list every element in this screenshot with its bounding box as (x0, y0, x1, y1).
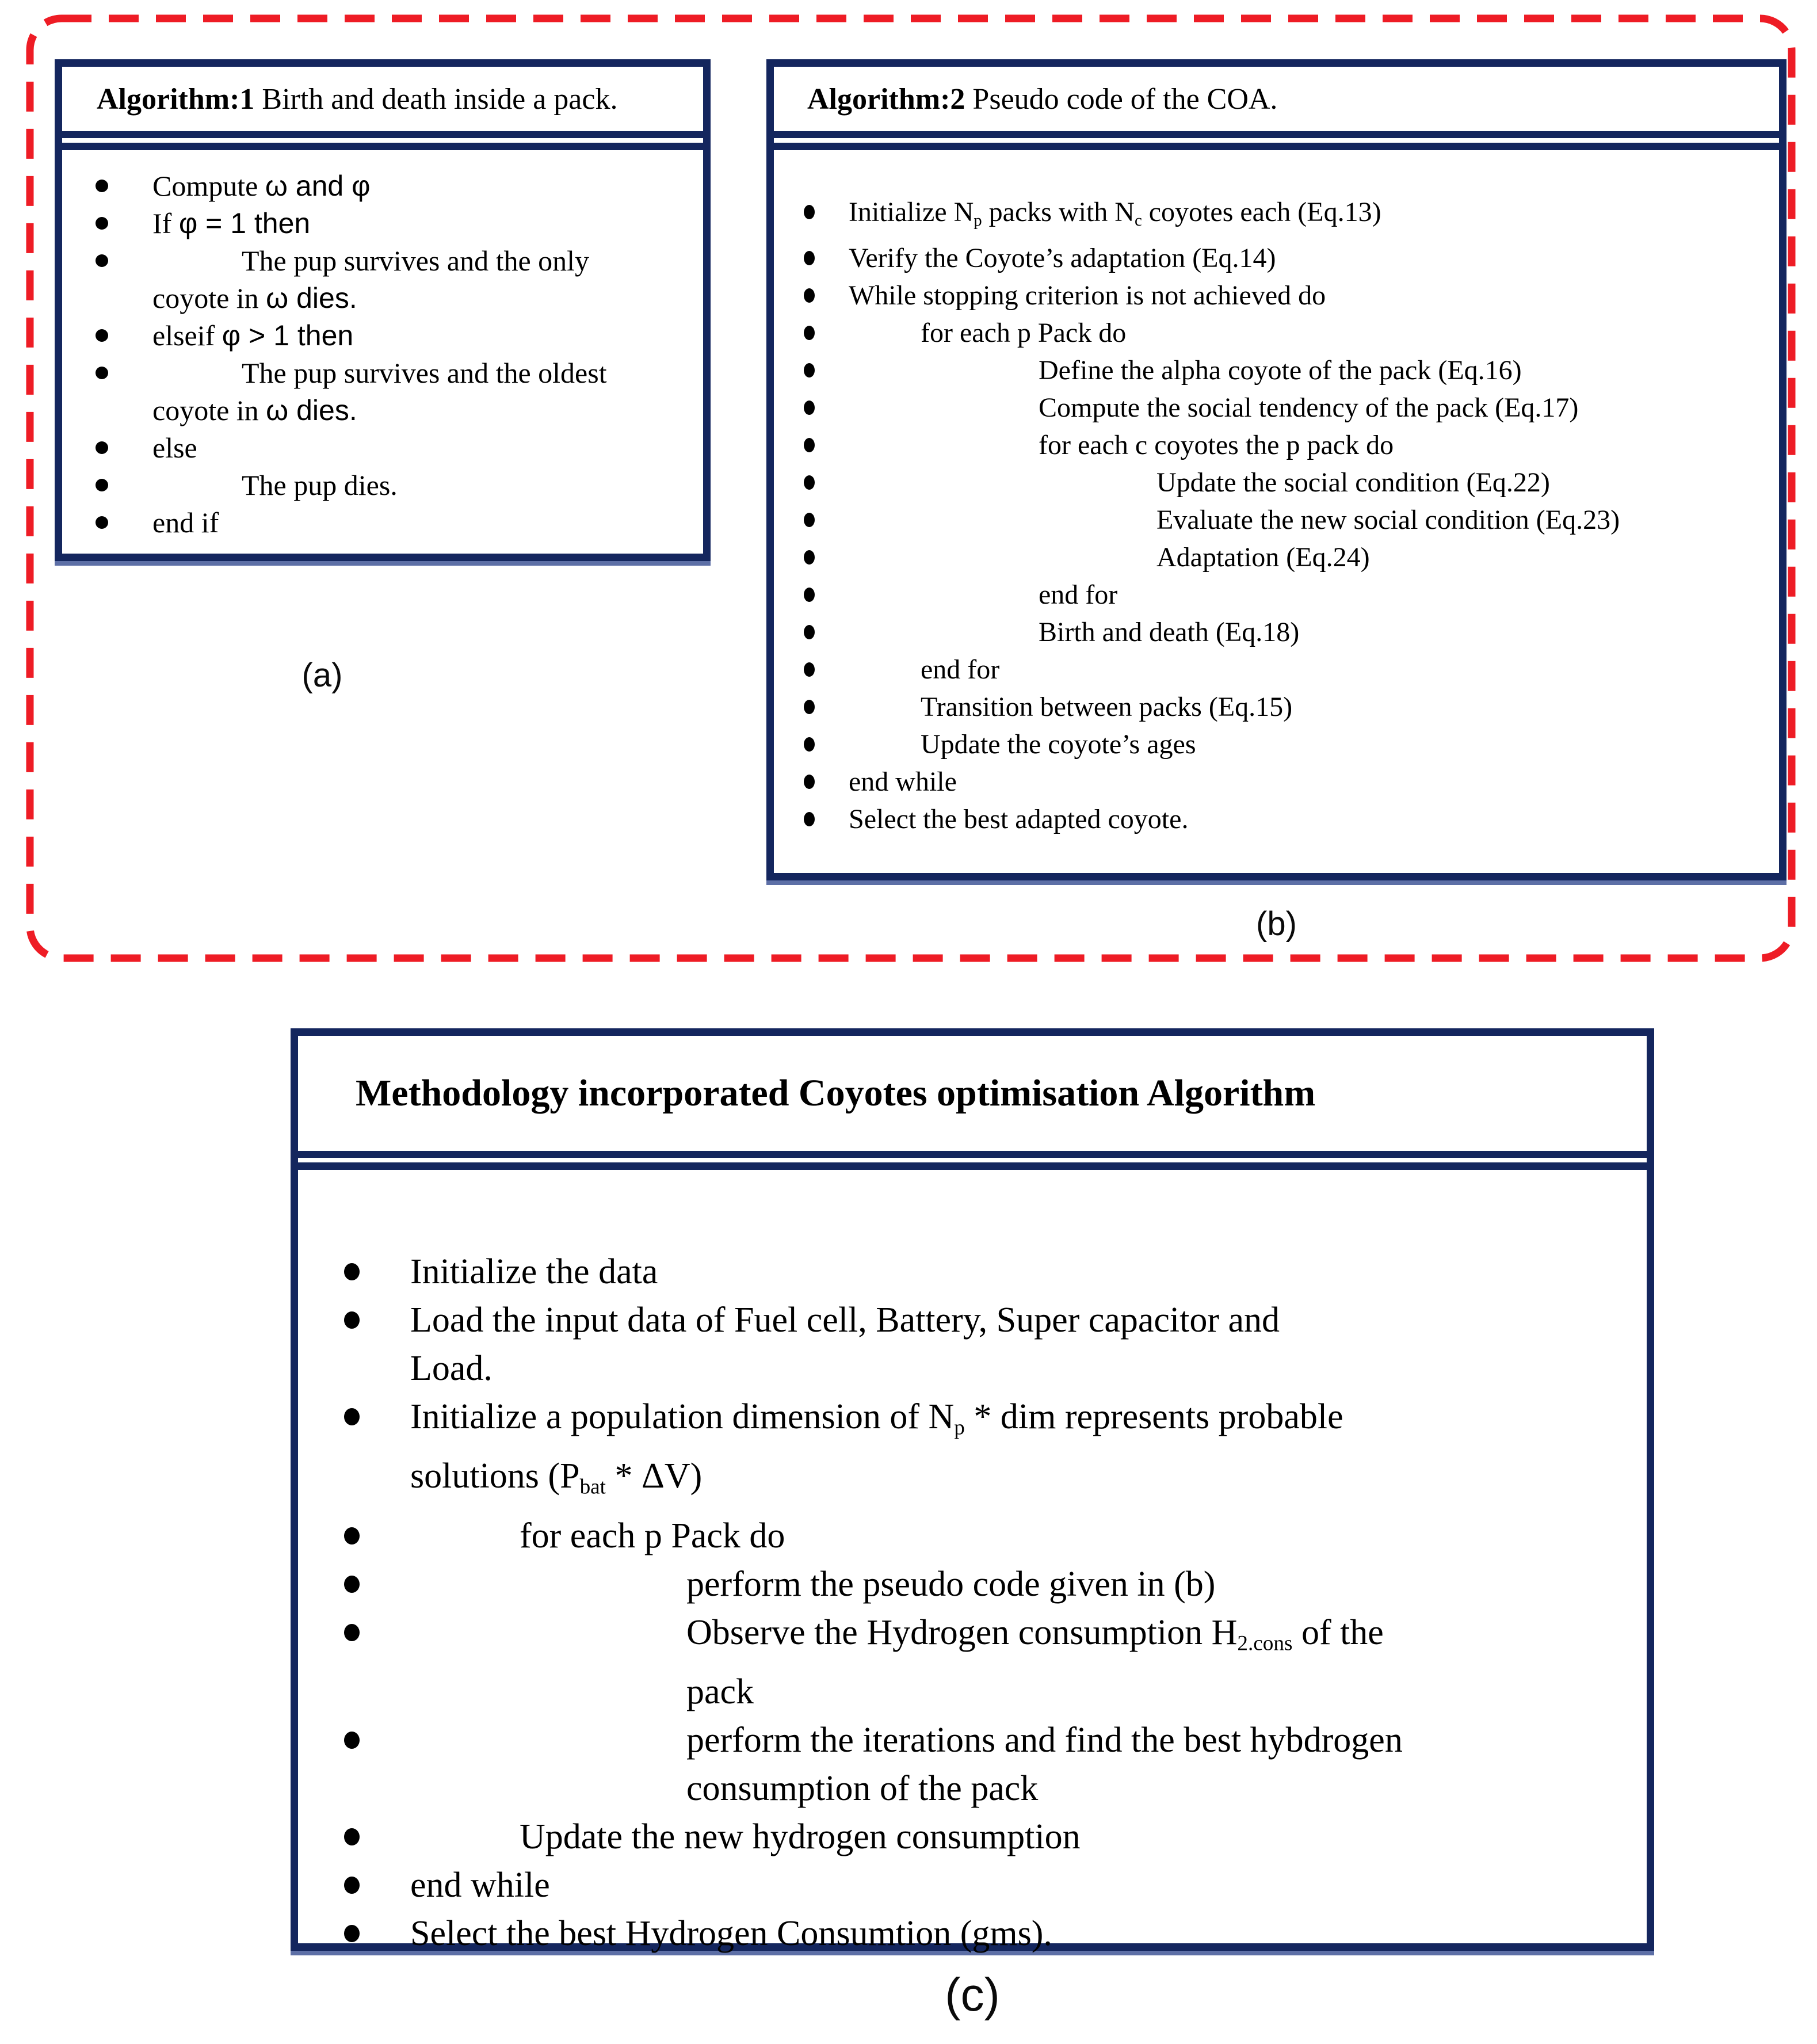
bullet-icon (804, 438, 815, 452)
algorithm-box-a (55, 59, 711, 561)
list-item (774, 314, 1773, 352)
list-item (774, 389, 1773, 426)
list-item-text: Observe the Hydrogen consumption $H_{2.cons}$ of the pack (686, 1612, 1384, 1712)
list-item-text: Birth and death (Eq.18) (1039, 617, 1300, 648)
list-item (774, 651, 1773, 688)
subfigure-label-c: (c) (945, 1969, 1000, 2021)
list-item-text: perform the iterations and find the best hybdrogen consumption of the pack (686, 1721, 1403, 1809)
bullet-icon (804, 812, 815, 826)
methodology-c-header (298, 1036, 1647, 1158)
bullet-icon (804, 737, 815, 752)
algorithm-b-title-bold: Algorithm:2 (807, 82, 965, 116)
list-item-text: for each p Pack do (921, 318, 1127, 349)
bullet-icon (344, 1263, 360, 1280)
list-item-text: end if (152, 506, 219, 539)
list-item-text: else (152, 432, 197, 464)
list-item-text: If φ = 1 then (152, 207, 311, 239)
subfigure-label-b: (b) (1256, 905, 1297, 943)
list-item-text: The pup survives and the oldest coyote in ω dies. (152, 357, 607, 426)
subfigure-label-a: (a) (301, 657, 343, 694)
list-item (298, 1512, 1641, 1560)
list-item-text: elseif φ > 1 then (152, 319, 354, 352)
list-item (774, 277, 1773, 314)
list-item (298, 1716, 1641, 1813)
bullet-icon (96, 254, 108, 267)
list-item (774, 426, 1773, 464)
bullet-icon (96, 516, 108, 529)
list-item (62, 467, 697, 504)
bullet-icon (804, 288, 815, 303)
list-item-text: Update the coyote’s ages (921, 729, 1196, 760)
bullet-icon (804, 550, 815, 565)
algorithm-b-header (774, 67, 1779, 138)
bullet-icon (804, 662, 815, 677)
list-item-text: Update the social condition (Eq.22) (1156, 467, 1550, 498)
list-item (62, 242, 697, 317)
list-item (298, 1813, 1641, 1861)
list-item (774, 613, 1773, 651)
list-item-text: Transition between packs (Eq.15) (921, 692, 1293, 723)
algorithm-a-title (97, 82, 617, 116)
list-item (62, 317, 697, 354)
list-item-text: Verify the Coyote’s adaptation (Eq.14) (849, 243, 1276, 274)
bullet-icon (96, 329, 108, 342)
list-item-text: end while (410, 1866, 550, 1905)
bullet-icon (96, 180, 108, 192)
bullet-icon (804, 588, 815, 602)
list-item (774, 726, 1773, 763)
bullet-icon (804, 326, 815, 340)
bullet-icon (804, 513, 815, 527)
list-item-text: for each p Pack do (520, 1516, 785, 1555)
list-item-text: end for (921, 654, 1000, 685)
algorithm-a-title-bold: Algorithm:1 (97, 82, 255, 116)
list-item-text: Select the best Hydrogen Consumtion (gms). (410, 1914, 1052, 1954)
list-item-text: Initialize $N_p$ packs with $N_c$ coyotes each (Eq.13) (849, 197, 1381, 230)
bullet-icon (96, 367, 108, 379)
list-item-text: Compute ω and φ (152, 170, 371, 202)
list-item (774, 352, 1773, 389)
list-item (62, 205, 697, 242)
list-item-text: Initialize a population dimension of $N_p$ * dim represents probable solutions $(P_{bat} * \Delta V)$ (410, 1397, 1343, 1499)
list-item-text: Update the new hydrogen consumption (520, 1817, 1081, 1857)
list-item (298, 1393, 1641, 1512)
bullet-icon (344, 1311, 360, 1329)
methodology-c-title (356, 1071, 1315, 1115)
bullet-icon (344, 1925, 360, 1942)
bullet-icon (344, 1576, 360, 1593)
list-item (774, 763, 1773, 800)
bullet-icon (804, 401, 815, 415)
bullet-icon (344, 1408, 360, 1425)
list-item (298, 1909, 1641, 1958)
bullet-icon (804, 625, 815, 639)
list-item-text: Compute the social tendency of the pack (Eq.17) (1039, 392, 1579, 424)
bullet-icon (804, 475, 815, 490)
methodology-box-c (291, 1028, 1654, 1954)
bullet-icon (96, 441, 108, 454)
bullet-icon (96, 479, 108, 491)
list-item (298, 1296, 1641, 1393)
bullet-icon (344, 1527, 360, 1545)
list-item-text: The pup dies. (242, 469, 398, 501)
algorithm-a-body (62, 143, 703, 541)
list-item (62, 354, 697, 429)
list-item-text: Define the alpha coyote of the pack (Eq.16) (1039, 355, 1522, 386)
bullet-icon (344, 1624, 360, 1641)
algorithm-b-title (807, 82, 1277, 116)
algorithm-b-body (774, 143, 1779, 838)
methodology-c-body (298, 1162, 1647, 1958)
bullet-icon (344, 1828, 360, 1845)
list-item-text: end for (1039, 579, 1118, 611)
list-item-text: Adaptation (Eq.24) (1156, 542, 1370, 573)
list-item (774, 193, 1773, 239)
list-item (298, 1248, 1641, 1296)
list-item (62, 167, 697, 205)
list-item (298, 1861, 1641, 1909)
bullet-icon (804, 363, 815, 377)
list-item (298, 1608, 1641, 1716)
bullet-icon (804, 251, 815, 265)
bullet-icon (344, 1732, 360, 1749)
list-item (774, 576, 1773, 613)
list-item-text: for each c coyotes the p pack do (1039, 430, 1394, 461)
list-item-text: Initialize the data (410, 1252, 658, 1291)
list-item-text: Evaluate the new social condition (Eq.23) (1156, 505, 1620, 536)
list-item-text: Select the best adapted coyote. (849, 804, 1189, 835)
list-item (774, 464, 1773, 501)
algorithm-b-title-rest: Pseudo code of the COA. (965, 82, 1278, 116)
list-item-text: While stopping criterion is not achieved do (849, 280, 1326, 311)
bullet-icon (804, 205, 815, 219)
methodology-c-title-bold: Methodology incorporated Coyotes optimisation Algorithm (356, 1072, 1316, 1114)
algorithm-box-b (766, 59, 1787, 880)
list-item (62, 504, 697, 541)
list-item-text: The pup survives and the only coyote in ω dies. (152, 245, 590, 314)
list-item (774, 688, 1773, 726)
bullet-icon (96, 217, 108, 230)
list-item (62, 429, 697, 467)
list-item-text: perform the pseudo code given in (b) (686, 1564, 1216, 1604)
list-item-text: Load the input data of Fuel cell, Battery, Super capacitor and Load. (410, 1301, 1280, 1388)
bullet-icon (344, 1877, 360, 1894)
list-item (774, 501, 1773, 539)
list-item (774, 239, 1773, 277)
list-item (774, 800, 1773, 838)
bullet-icon (804, 700, 815, 714)
list-item-text: end while (849, 766, 957, 798)
list-item (298, 1560, 1641, 1608)
bullet-icon (804, 775, 815, 789)
algorithm-a-header (62, 67, 703, 138)
algorithm-a-title-rest: Birth and death inside a pack. (254, 82, 618, 116)
list-item (774, 539, 1773, 576)
